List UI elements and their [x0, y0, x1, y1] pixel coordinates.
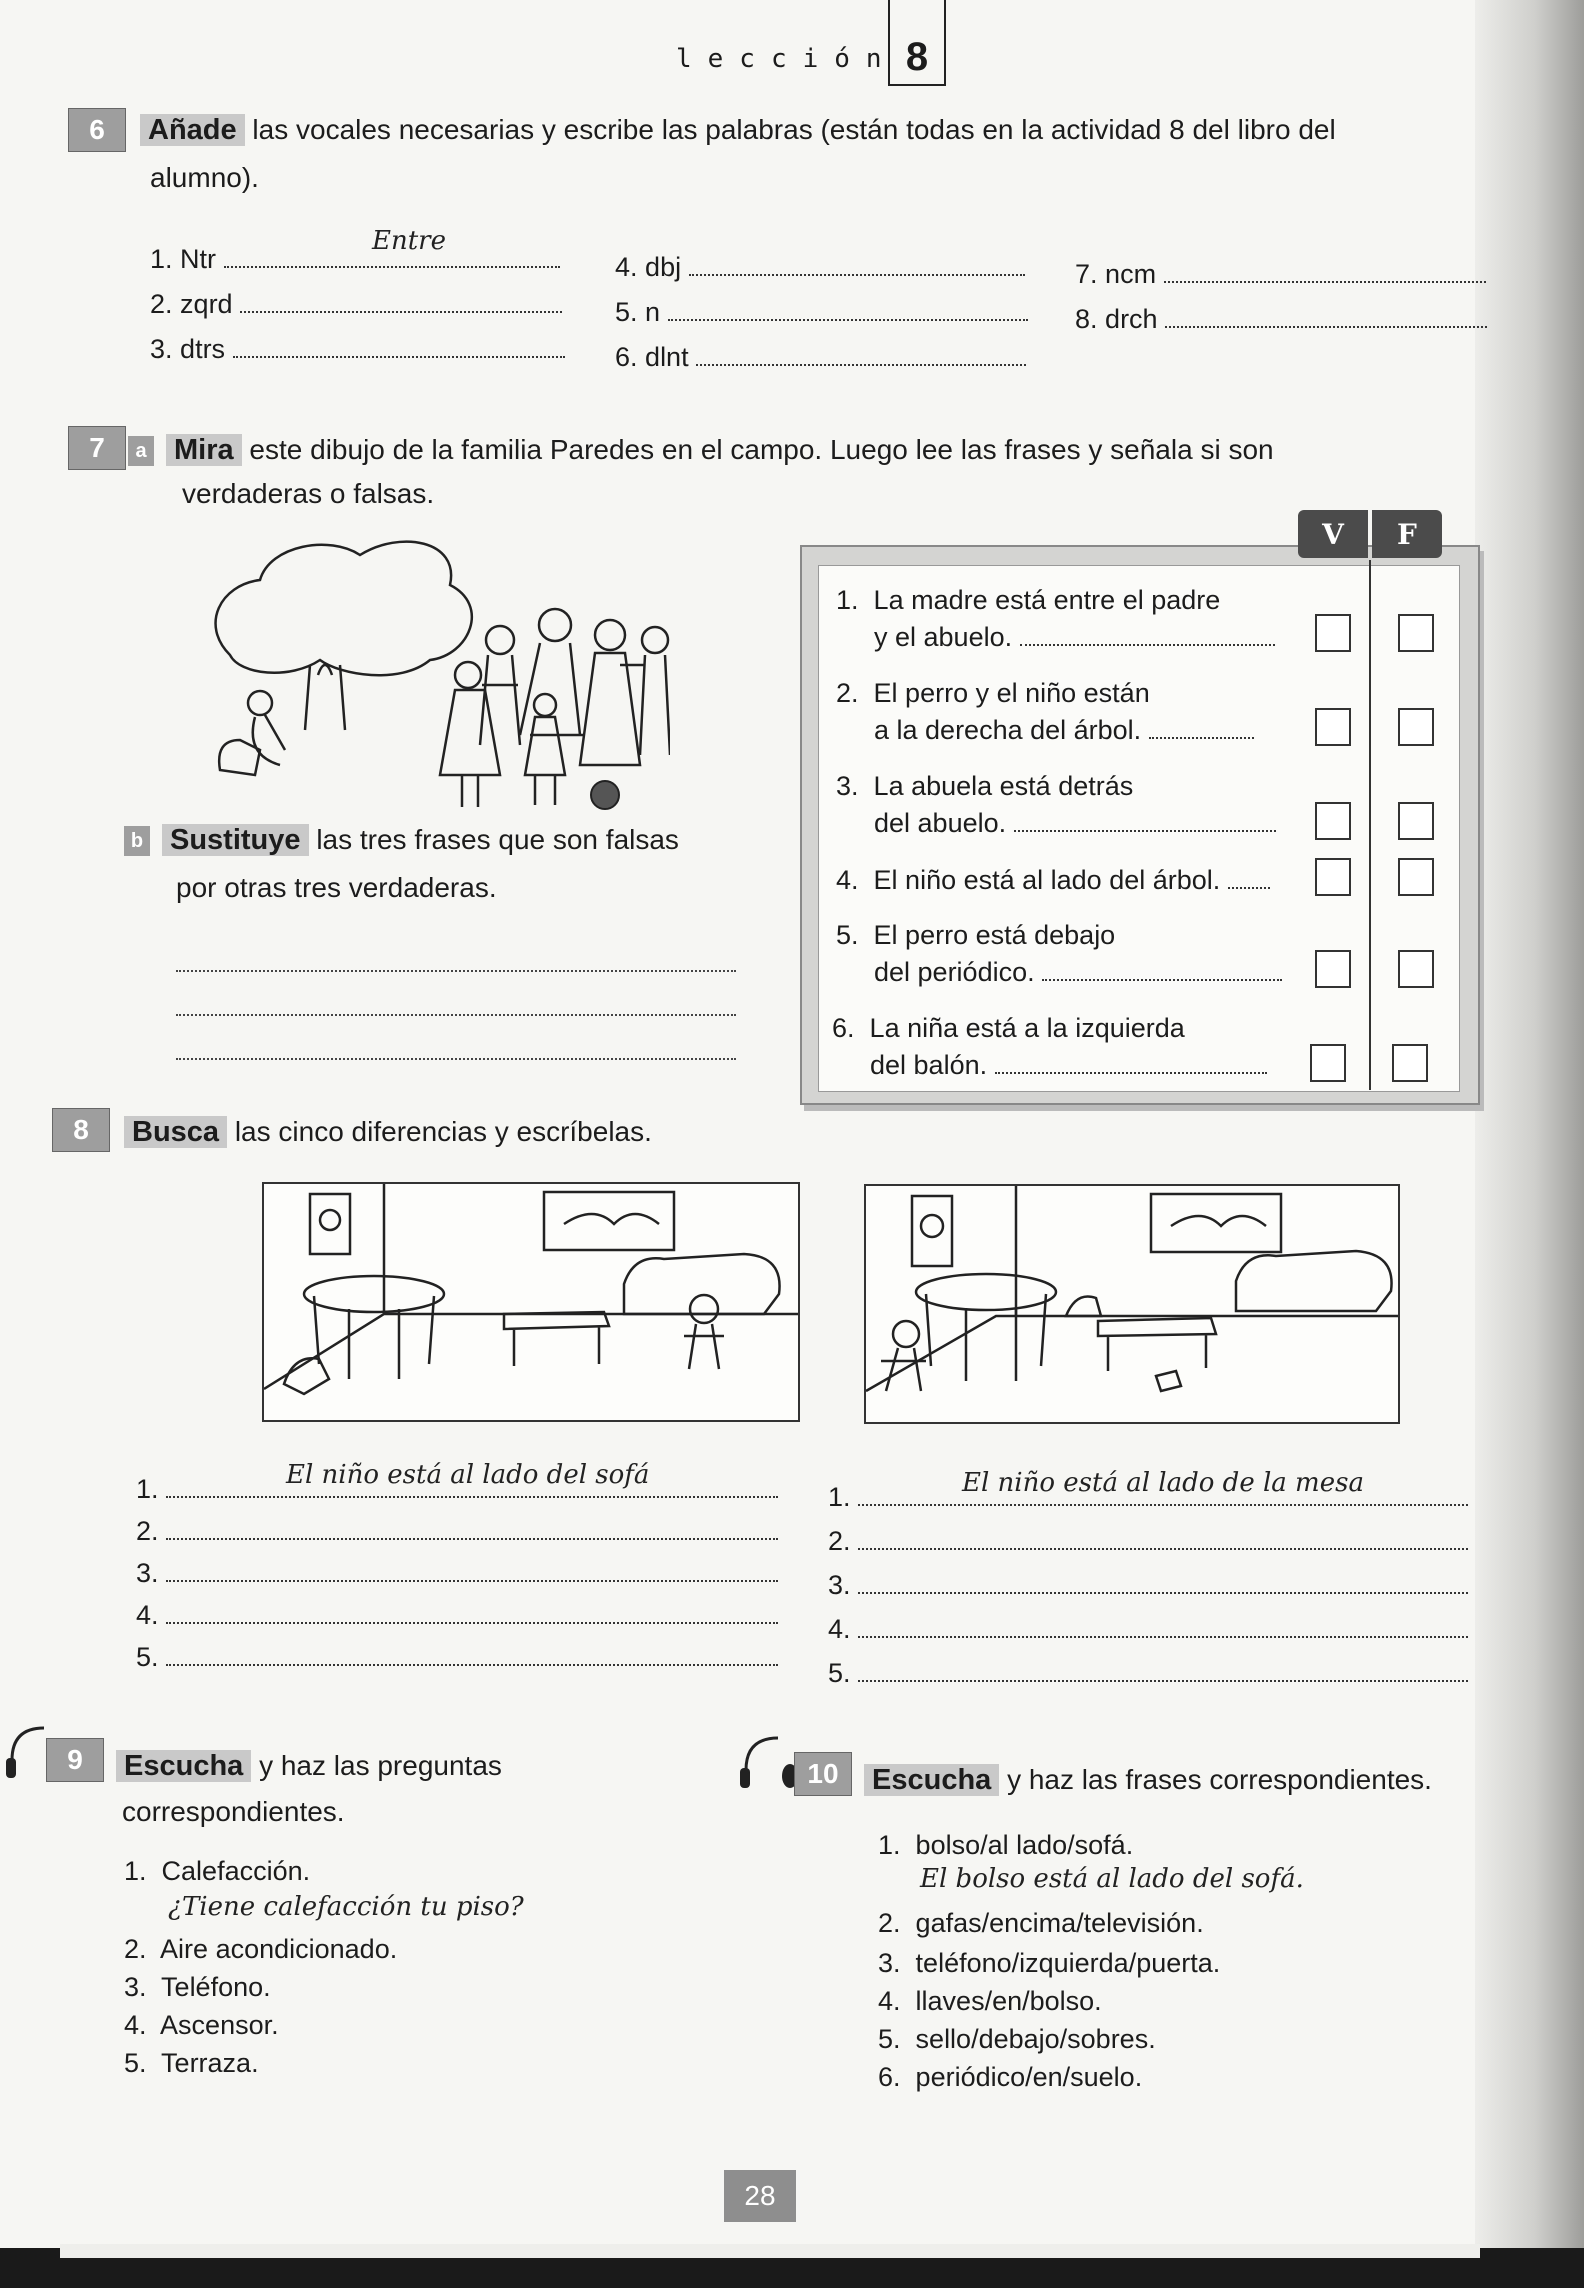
exercise-6-item: 6. dlnt: [615, 338, 1026, 376]
exercise-6-verb: Añade: [140, 114, 245, 146]
vf-divider: [1369, 560, 1371, 1090]
diff-line-right[interactable]: 4.: [828, 1610, 1468, 1648]
diff-line-left[interactable]: 3.: [136, 1554, 778, 1592]
exercise-6-answer-1: Entre: [372, 226, 446, 256]
exercise-7b-label: b: [124, 826, 150, 856]
statement-1: 1. La madre está entre el padre y el abuelo.: [836, 582, 1275, 656]
exercise-7a-verb: Mira: [166, 434, 242, 466]
exercise-9-item: 5. Terraza.: [124, 2048, 259, 2078]
exercise-7b-text-1: las tres frases que son falsas: [316, 824, 679, 855]
family-illustration: [200, 525, 670, 825]
exercise-6-item: 4. dbj: [615, 248, 1025, 286]
exercise-6-item: 2. zqrd: [150, 285, 562, 323]
exercise-9-verb: Escucha: [116, 1750, 251, 1782]
exercise-10-text: y haz las frases correspondientes.: [1007, 1764, 1432, 1795]
exercise-10-item: 6. periódico/en/suelo.: [878, 2062, 1143, 2092]
statement-3: 3. La abuela está detrás del abuelo.: [836, 768, 1276, 842]
statement-5: 5. El perro está debajo del periódico.: [836, 917, 1282, 991]
statement-2: 2. El perro y el niño están a la derecha del árbol.: [836, 675, 1254, 749]
answer-line[interactable]: [176, 1058, 736, 1060]
exercise-9-item: 2. Aire acondicionado.: [124, 1934, 398, 1964]
exercise-9-item: 3. Teléfono.: [124, 1972, 271, 2002]
statement-2-true-checkbox[interactable]: [1315, 708, 1351, 746]
statement-6-false-checkbox[interactable]: [1392, 1044, 1428, 1082]
room-illustration: [264, 1184, 798, 1420]
page-edge-shadow: [1475, 0, 1584, 2288]
statement-2-false-checkbox[interactable]: [1398, 708, 1434, 746]
exercise-6-item: 5. n: [615, 293, 1028, 331]
exercise-10-item: 2. gafas/encima/televisión.: [878, 1908, 1204, 1938]
exercise-9-example-answer: ¿Tiene calefacción tu piso?: [168, 1892, 524, 1922]
statement-1-false-checkbox[interactable]: [1398, 614, 1434, 652]
exercise-7b-verb: Sustituye: [162, 824, 309, 856]
exercise-9-item: 4. Ascensor.: [124, 2010, 279, 2040]
diff-line-right[interactable]: 3.: [828, 1566, 1468, 1604]
diff-line-right[interactable]: 5.: [828, 1654, 1468, 1692]
exercise-7a-label: a: [128, 436, 154, 466]
exercise-6-item: 7. ncm: [1075, 255, 1486, 293]
lesson-label: lección: [676, 44, 898, 74]
statement-5-false-checkbox[interactable]: [1398, 950, 1434, 988]
room-picture-left: [262, 1182, 800, 1422]
exercise-9-instruction: [116, 1746, 502, 1786]
exercise-10-example-answer: El bolso está al lado del sofá.: [920, 1864, 1304, 1894]
exercise-8-instruction: [124, 1112, 652, 1152]
page-bottom-edge: [60, 2244, 1480, 2258]
exercise-8-number: 8: [52, 1108, 110, 1152]
exercise-9-text-1: y haz las preguntas: [259, 1750, 502, 1781]
exercise-10-number: 10: [794, 1752, 852, 1796]
diff-line-left[interactable]: 2.: [136, 1512, 778, 1550]
exercise-9-number: 9: [46, 1738, 104, 1782]
room-illustration: [866, 1186, 1398, 1422]
exercise-7b-text-2: por otras tres verdaderas.: [176, 872, 497, 903]
exercise-6-text-1: las vocales necesarias y escribe las palabras (están todas en la actividad 8 del libro del: [252, 114, 1336, 145]
exercise-7a-text-2: verdaderas o falsas.: [182, 478, 435, 509]
exercise-10-instruction: [864, 1760, 1432, 1800]
exercise-10-item: 5. sello/debajo/sobres.: [878, 2024, 1156, 2054]
statement-1-true-checkbox[interactable]: [1315, 614, 1351, 652]
page-number: 28: [724, 2170, 796, 2222]
exercise-7b-instruction: [162, 820, 679, 860]
exercise-10-item: 1. bolso/al lado/sofá.: [878, 1830, 1134, 1860]
exercise-8-right-answer: El niño está al lado de la mesa: [962, 1468, 1364, 1498]
statement-5-true-checkbox[interactable]: [1315, 950, 1351, 988]
statement-4-true-checkbox[interactable]: [1315, 858, 1351, 896]
exercise-8-verb: Busca: [124, 1116, 227, 1148]
exercise-7-number: 7: [68, 426, 126, 470]
exercise-6-text-2: alumno).: [150, 162, 259, 193]
room-picture-right: [864, 1184, 1400, 1424]
diff-line-left[interactable]: 4.: [136, 1596, 778, 1634]
statement-6-true-checkbox[interactable]: [1310, 1044, 1346, 1082]
answer-line[interactable]: [176, 1014, 736, 1016]
statement-4: 4. El niño está al lado del árbol.: [836, 862, 1270, 899]
false-column-header: F: [1372, 510, 1442, 558]
exercise-10-item: 4. llaves/en/bolso.: [878, 1986, 1102, 2016]
headphones-icon: [738, 1730, 798, 1794]
statement-3-true-checkbox[interactable]: [1315, 802, 1351, 840]
answer-line[interactable]: [176, 970, 736, 972]
true-column-header: V: [1298, 510, 1368, 558]
diff-line-right[interactable]: 2.: [828, 1522, 1468, 1560]
exercise-10-verb: Escucha: [864, 1764, 999, 1796]
diff-line-right[interactable]: 1.: [828, 1478, 1468, 1516]
exercise-6-number: 6: [68, 108, 126, 152]
exercise-7a-text-1: este dibujo de la familia Paredes en el campo. Luego lee las frases y señala si son: [249, 434, 1274, 465]
lesson-number: 8: [888, 0, 946, 86]
exercise-9-item: 1. Calefacción.: [124, 1856, 311, 1886]
exercise-10-item: 3. teléfono/izquierda/puerta.: [878, 1948, 1221, 1978]
exercise-6-instruction: [140, 110, 1460, 150]
statement-6: 6. La niña está a la izquierda del balón.: [832, 1010, 1267, 1084]
diff-line-left[interactable]: 5.: [136, 1638, 778, 1676]
exercise-6-item: 8. drch: [1075, 300, 1487, 338]
statement-3-false-checkbox[interactable]: [1398, 802, 1434, 840]
exercise-8-left-answer: El niño está al lado del sofá: [286, 1460, 650, 1490]
exercise-8-text: las cinco diferencias y escríbelas.: [234, 1116, 652, 1147]
exercise-7a-instruction: [166, 430, 1416, 470]
statement-4-false-checkbox[interactable]: [1398, 858, 1434, 896]
exercise-6-item: 1. Ntr: [150, 240, 560, 278]
exercise-6-item: 3. dtrs: [150, 330, 565, 368]
exercise-9-text-2: correspondientes.: [122, 1796, 345, 1827]
diff-line-left[interactable]: 1.: [136, 1470, 778, 1508]
